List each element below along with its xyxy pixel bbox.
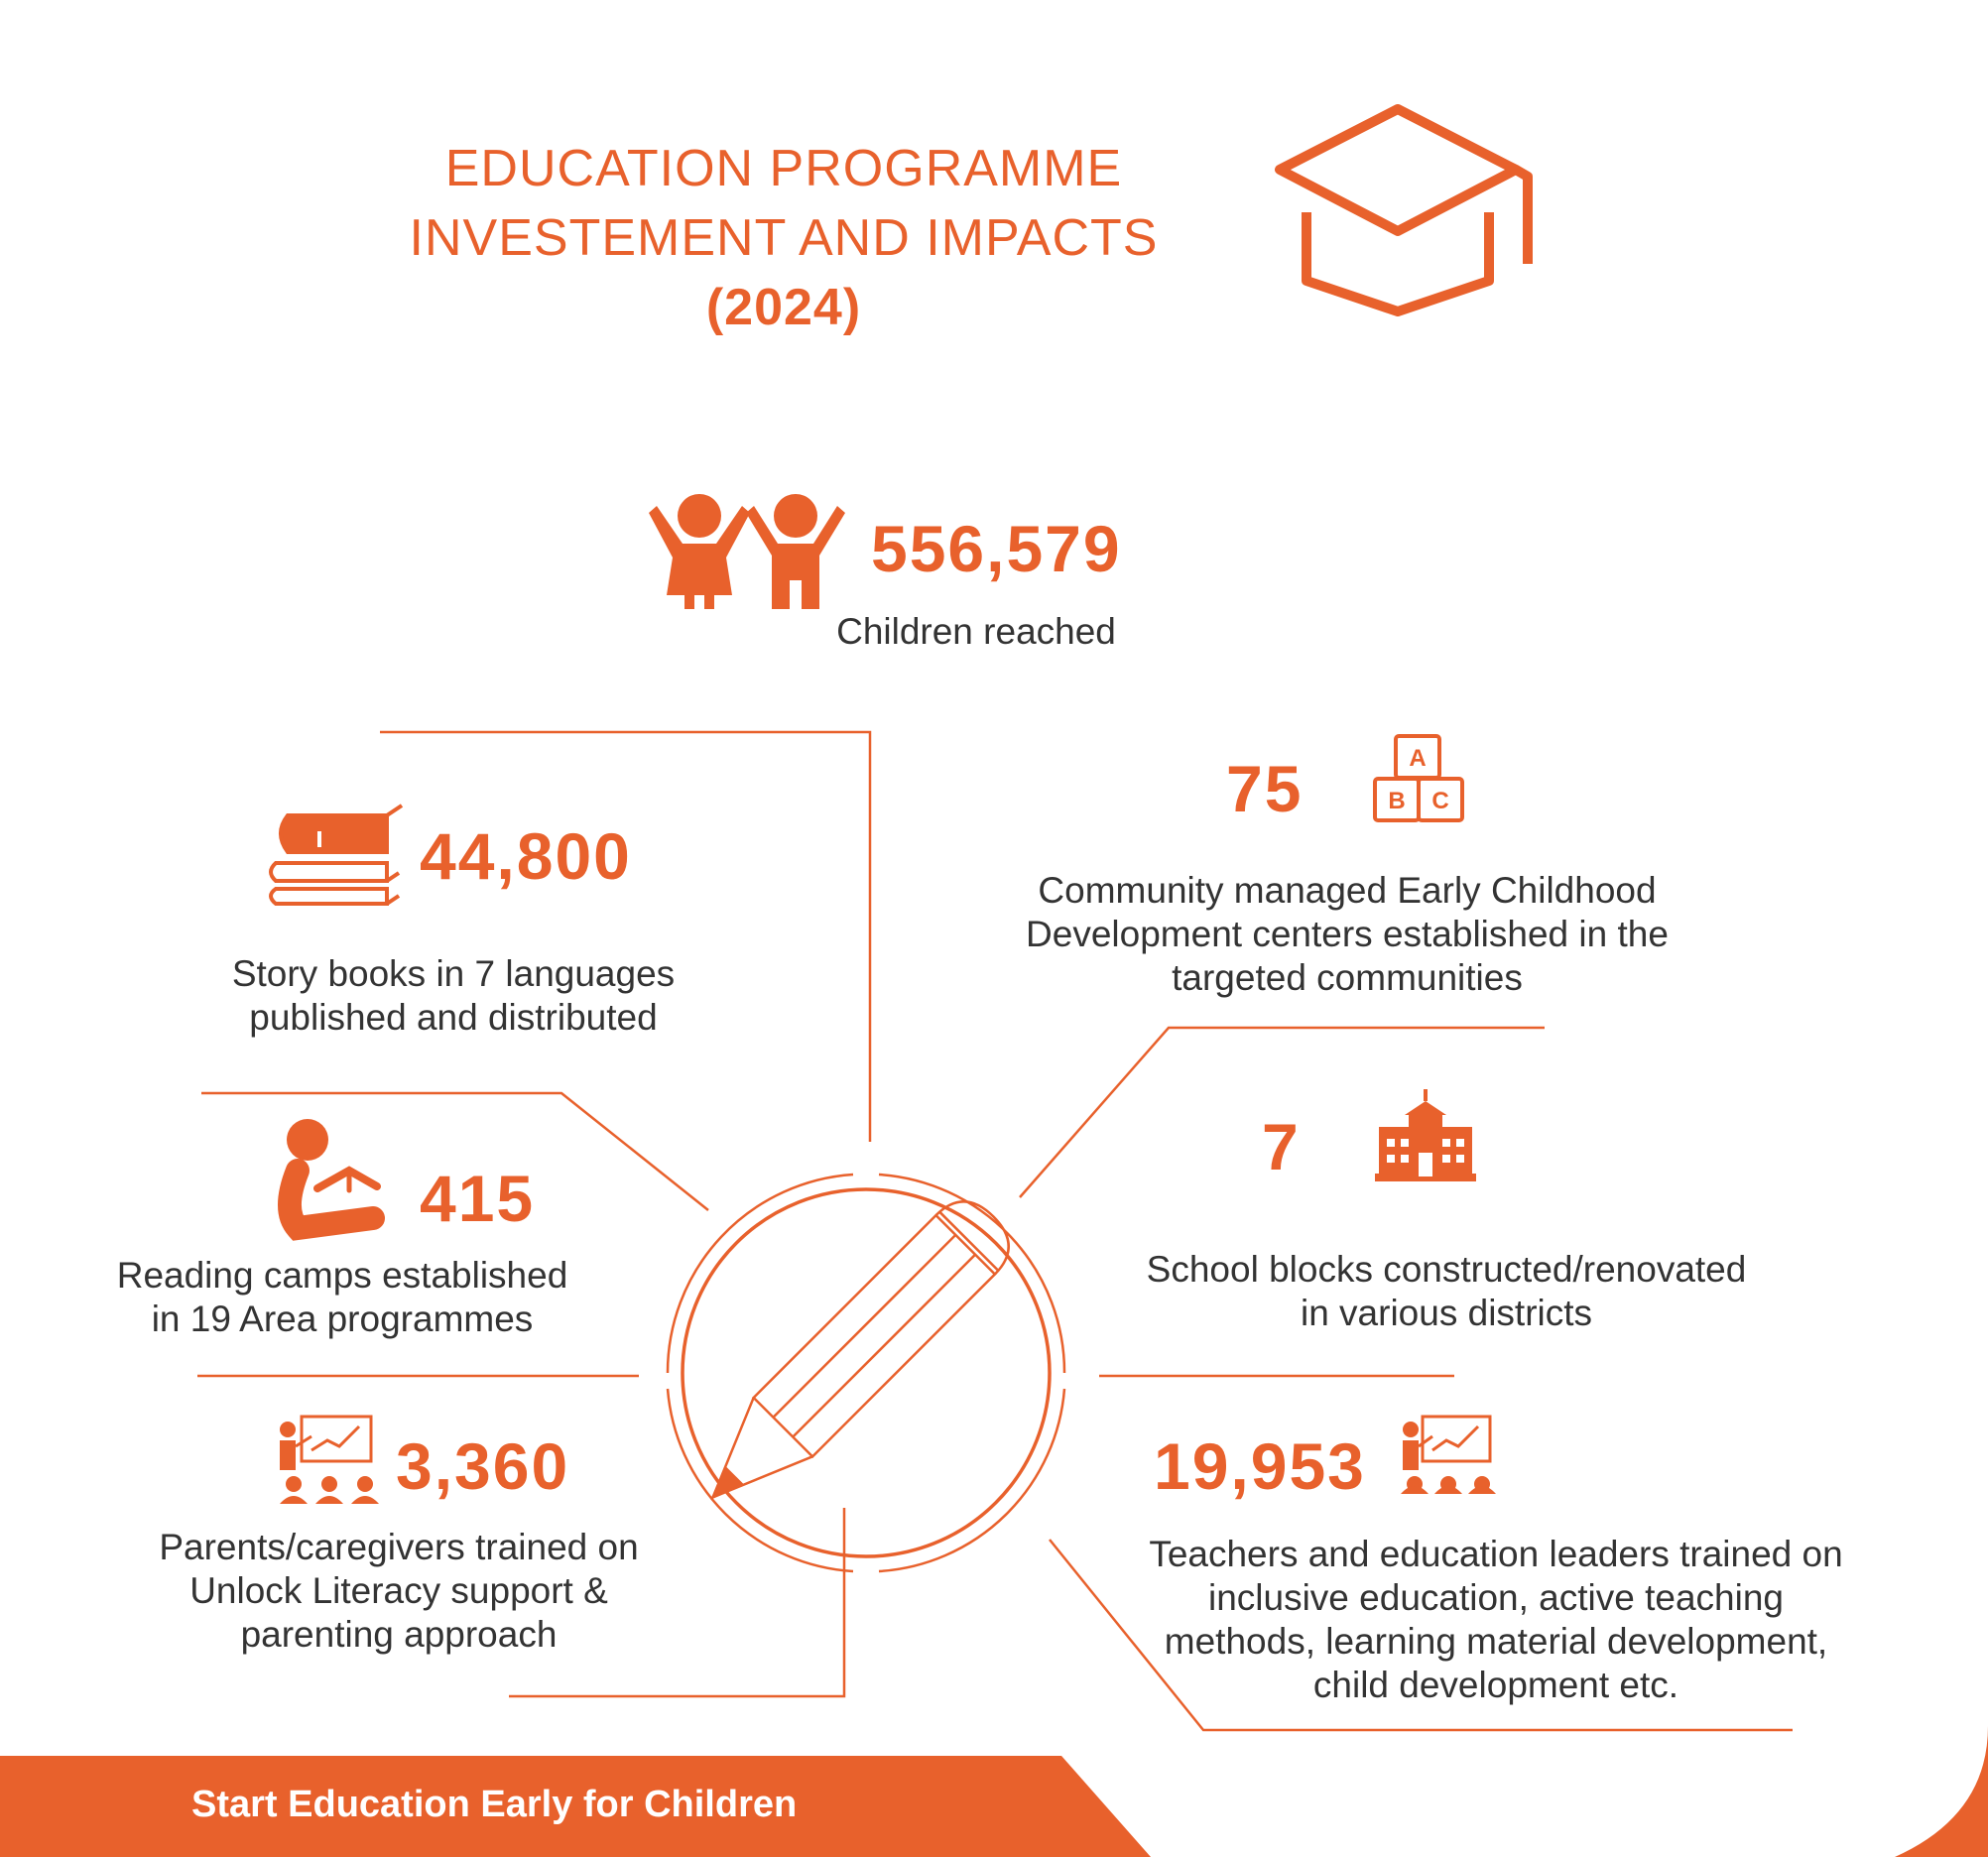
pencil-icon	[683, 1187, 1023, 1527]
desc-line: Parents/caregivers trained on	[159, 1527, 639, 1567]
desc-line: Reading camps established	[116, 1255, 568, 1296]
stat-value-books: 44,800	[420, 819, 632, 893]
title-line-1: EDUCATION PROGRAMME	[444, 140, 1123, 197]
desc-line: inclusive education, active teaching	[1207, 1577, 1785, 1618]
stat-value-children: 556,579	[871, 512, 1122, 585]
desc-line: Children reached	[836, 611, 1116, 652]
stat-value-teachers: 19,953	[1154, 1429, 1366, 1503]
desc-line: Story books in 7 languages	[231, 953, 676, 994]
two-children-icon	[649, 494, 845, 609]
inner-circle	[683, 1189, 1050, 1556]
connector-books	[380, 732, 870, 1142]
stat-desc-children	[778, 610, 1175, 654]
desc-line: Unlock Literacy support &	[189, 1570, 608, 1611]
title-year: (2024)	[705, 279, 862, 336]
stat-value-parents: 3,360	[396, 1429, 570, 1503]
stat-desc-teachers	[1050, 1533, 1942, 1707]
desc-line: published and distributed	[249, 997, 658, 1038]
desc-line: Community managed Early Childhood	[1038, 870, 1657, 911]
desc-line: child development etc.	[1312, 1665, 1679, 1705]
footer-label: Start Education Early for Children	[191, 1784, 798, 1825]
graduation-cap-icon	[1280, 109, 1528, 311]
stat-value-schools: 7	[1262, 1110, 1301, 1183]
training-presentation-icon-parents	[280, 1417, 379, 1504]
desc-line: in 19 Area programmes	[151, 1299, 534, 1339]
desc-line: targeted communities	[1172, 957, 1523, 998]
svg-text:A: A	[1409, 745, 1427, 772]
desc-line: in various districts	[1300, 1293, 1593, 1333]
stat-desc-camps	[45, 1254, 640, 1341]
stat-desc-ecd	[950, 869, 1744, 1000]
stat-value-ecd: 75	[1226, 752, 1304, 825]
reading-person-icon	[287, 1119, 377, 1228]
title-line-2: INVESTEMENT AND IMPACTS	[409, 209, 1159, 267]
stat-desc-parents	[101, 1526, 696, 1657]
svg-text:B: B	[1388, 788, 1406, 814]
desc-line: Development centers established in the	[1026, 914, 1669, 954]
svg-text:C: C	[1431, 788, 1449, 814]
abc-blocks-icon	[1375, 736, 1462, 820]
desc-line: parenting approach	[240, 1614, 558, 1655]
desc-line: School blocks constructed/renovated	[1146, 1249, 1747, 1290]
stat-value-camps: 415	[420, 1162, 536, 1235]
stat-desc-books	[156, 952, 751, 1040]
stat-desc-schools	[1050, 1248, 1843, 1335]
school-building-icon	[1375, 1089, 1476, 1181]
pencil-emblem	[668, 1175, 1064, 1571]
desc-line: methods, learning material development,	[1164, 1621, 1828, 1662]
training-presentation-icon-teachers	[1401, 1417, 1496, 1494]
desc-line: Teachers and education leaders trained on	[1149, 1534, 1843, 1574]
book-stack-icon	[271, 805, 402, 904]
